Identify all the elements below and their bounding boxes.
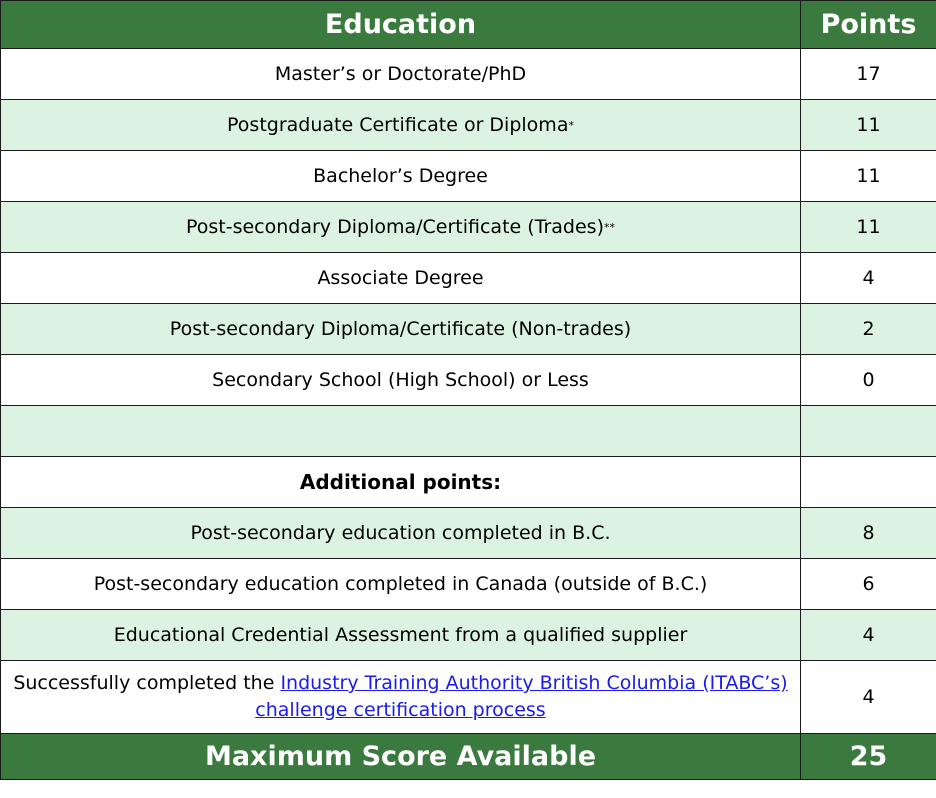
table-row	[1, 202, 936, 253]
education-label	[1, 100, 801, 151]
points-value: 8	[801, 508, 936, 559]
footnote-marker: *	[568, 119, 574, 132]
points-value: 11	[801, 202, 936, 253]
additional-points-heading: Additional points:	[1, 457, 801, 508]
maximum-score-value: 25	[801, 734, 936, 780]
table-row	[1, 151, 936, 202]
education-label-text: Secondary School (High School) or Less	[212, 369, 589, 391]
footer-row	[1, 734, 936, 780]
maximum-score-label: Maximum Score Available	[1, 734, 801, 780]
points-value: 0	[801, 355, 936, 406]
points-column-header: Points	[801, 1, 936, 49]
education-label-text: Associate Degree	[317, 267, 484, 289]
itabc-prefix: Successfully completed the	[13, 672, 281, 694]
table-row	[1, 559, 936, 610]
points-value: 11	[801, 100, 936, 151]
empty-cell	[1, 406, 801, 457]
empty-cell	[801, 406, 936, 457]
itabc-label	[1, 661, 801, 734]
points-value: 17	[801, 49, 936, 100]
education-label-text: Master’s or Doctorate/PhD	[274, 63, 527, 85]
table-row	[1, 49, 936, 100]
education-label	[1, 304, 801, 355]
education-label-text: Bachelor’s Degree	[313, 165, 488, 187]
education-label	[1, 355, 801, 406]
additional-points-heading-row	[1, 457, 936, 508]
table-row	[1, 355, 936, 406]
footnote-marker: **	[604, 221, 615, 234]
table-row	[1, 508, 936, 559]
itabc-link[interactable]: Industry Training Authority British Columbia (ITABC’s) challenge certification process	[255, 672, 788, 721]
education-label	[1, 202, 801, 253]
education-label-text: Post-secondary Diploma/Certificate (Non-trades)	[169, 318, 632, 340]
education-label-text: Post-secondary Diploma/Certificate (Trades)	[185, 216, 604, 238]
education-column-header: Education	[1, 1, 801, 49]
education-label	[1, 151, 801, 202]
points-value: 2	[801, 304, 936, 355]
table-row	[1, 661, 936, 734]
table-row	[1, 253, 936, 304]
empty-cell	[801, 457, 936, 508]
additional-label: Educational Credential Assessment from a qualified supplier	[1, 610, 801, 661]
points-value: 4	[801, 610, 936, 661]
header-row	[1, 1, 936, 49]
points-value: 6	[801, 559, 936, 610]
points-value: 4	[801, 253, 936, 304]
additional-label: Post-secondary education completed in Canada (outside of B.C.)	[1, 559, 801, 610]
points-value: 11	[801, 151, 936, 202]
table-row	[1, 100, 936, 151]
education-label	[1, 49, 801, 100]
education-label	[1, 253, 801, 304]
empty-row	[1, 406, 936, 457]
points-value: 4	[801, 661, 936, 734]
table-row	[1, 610, 936, 661]
table-row	[1, 304, 936, 355]
education-label-text: Postgraduate Certificate or Diploma	[227, 114, 569, 136]
additional-label: Post-secondary education completed in B.C.	[1, 508, 801, 559]
